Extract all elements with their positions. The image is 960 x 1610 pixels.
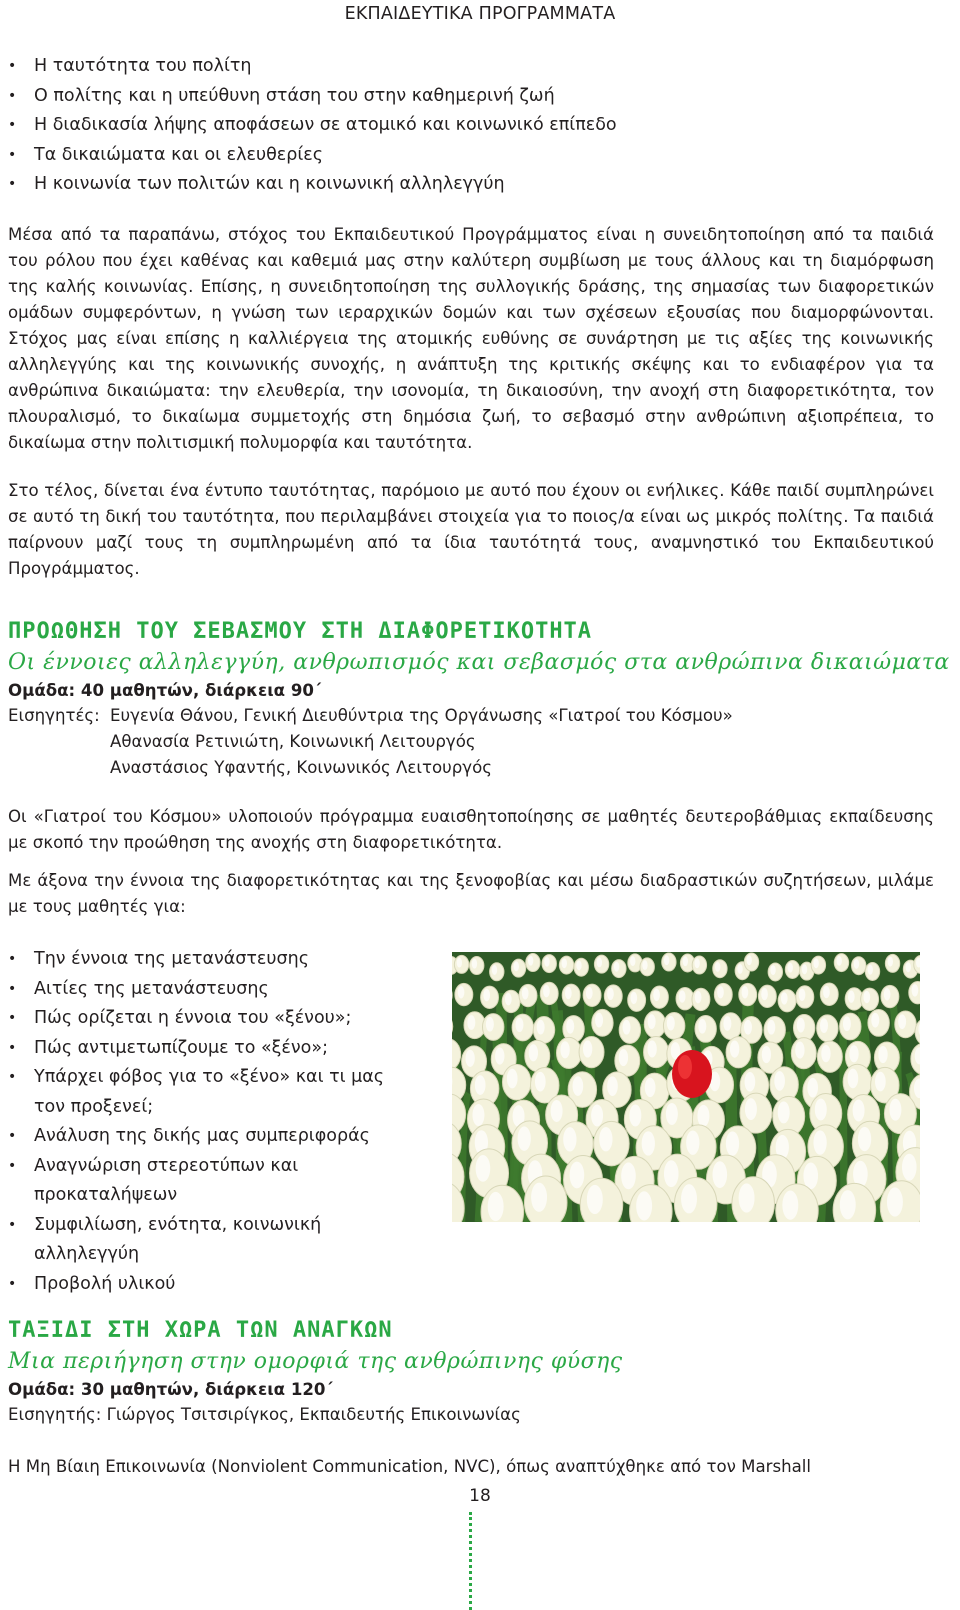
list-item: • Αιτίες της μετανάστευσης xyxy=(8,978,269,999)
section1-title: ΠΡΟΩΘΗΣΗ ΤΟΥ ΣΕΒΑΣΜΟΥ ΣΤΗ ΔΙΑΦΟΡΕΤΙΚΟΤΗΤΑ xyxy=(8,619,593,644)
running-header: ΕΚΠΑΙΔΕΥΤΙΚΑ ΠΡΟΓΡΑΜΜΑΤΑ xyxy=(344,4,616,24)
section1-speaker: Ευγενία Θάνου, Γενική Διευθύντρια της Οργάνωσης «Γιατροί του Κόσμου» xyxy=(110,706,733,725)
list-item: • Πώς αντιμετωπίζουμε το «ξένο»; xyxy=(8,1037,328,1058)
section1-speakers-label: Εισηγητές: xyxy=(8,706,100,725)
page-number: 18 xyxy=(469,1486,491,1506)
section1-paragraph-program: Οι «Γιατροί του Κόσμου» υλοποιούν πρόγραμμα ευαισθητοποίησης σε μαθητές δευτεροβάθμιας εκπαίδευσης με σκοπό την προώθηση της ανοχής στη διαφορετικότητα. xyxy=(8,807,934,852)
list-item: • Η ταυτότητα του πολίτη xyxy=(8,56,252,76)
section1-bullet-list xyxy=(8,945,418,1299)
section1-paragraph-topics: Με άξονα την έννοια της διαφορετικότητας και της ξενοφοβίας και μέσω διαδραστικών συζητήσεων, μιλάμε με τους μαθητές για: xyxy=(8,871,934,916)
tulip-field-photo xyxy=(452,952,920,1222)
list-item: • Προβολή υλικού xyxy=(8,1273,176,1294)
section2-group-info: Ομάδα: 30 μαθητών, διάρκεια 120΄ xyxy=(8,1380,333,1399)
list-item: • Την έννοια της μετανάστευσης xyxy=(8,949,309,969)
dotted-divider xyxy=(469,1512,472,1610)
section2-subtitle: Μια περιήγηση στην ομορφιά της ανθρώπινης φύσης xyxy=(8,1349,623,1374)
intro-paragraph-goals: Μέσα από τα παραπάνω, στόχος του Εκπαιδευτικού Προγράμματος είναι η συνειδητοποίηση από τα παιδιά του ρόλου που έχει καθένας και καθεμιά μας στην καλύτερη συμβίωση με τους άλλους και τη διαμόρφωση της καλής κοινωνίας. Επίσης, η συνειδητοποίηση της συλλογικής δράσης, της σημασίας των διαφορετικών ομάδων συμφερόντων, η γνώση των ιεραρχικών δομών και των σχέσεων εξουσίας που διαμορφώνονται. Στόχος μας είναι επίσης η καλλιέργεια της ατομικής ευθύνης σε συνάρτηση με τις αξίες της κοινωνικής αλληλεγγύης και της κοινωνικής συνοχής, η ανάπτυξη της κριτικής σκέψης και το ενδιαφέρον για τα ανθρώπινα δικαιώματα: την ελευθερία, την ισονομία, τη δικαιοσύνη, την ανοχή στη διαφορετικότητα, τον πλουραλισμό, το δικαίωμα συμμετοχής στη δημόσια ζωή, το σεβασμό στην ανθρώπινη αξιοπρέπεια, το δικαίωμα στην πολιτισμική πολυμορφία και ταυτότητα. xyxy=(8,225,934,452)
section1-speaker: Αναστάσιος Υφαντής, Κοινωνικός Λειτουργός xyxy=(110,758,492,777)
list-item: • Ανάλυση της δικής μας συμπεριφοράς xyxy=(8,1126,370,1146)
intro-paragraph-id-form: Στο τέλος, δίνεται ένα έντυπο ταυτότητας, παρόμοιο με αυτό που έχουν οι ενήλικες. Κάθε παιδί συμπληρώνει σε αυτό τη δική του ταυτότητα, που περιλαμβάνει στοιχεία για το ποιος/α είναι ως μικρός πολίτης. Τα παιδιά παίρνουν μαζί τους τη συμπληρωμένη από τα ίδια ταυτότητά τους, αναμνηστικό του Εκπαιδευτικού Προγράμματος. xyxy=(8,481,934,578)
section2-title: ΤΑΞΙΔΙ ΣΤΗ ΧΩΡΑ ΤΩΝ ΑΝΑΓΚΩΝ xyxy=(8,1318,393,1343)
list-item: • Πώς ορίζεται η έννοια του «ξένου»; xyxy=(8,1008,352,1028)
section2-paragraph-nvc: Η Μη Βίαιη Επικοινωνία (Nonviolent Communication, NVC), όπως αναπτύχθηκε από τον Marshall xyxy=(8,1457,812,1476)
list-item: • Συμφιλίωση, ενότητα, κοινωνική αλληλεγγύη xyxy=(8,1214,322,1264)
list-item: • Υπάρχει φόβος για το «ξένο» και τι μας τον προξενεί; xyxy=(8,1067,385,1117)
list-item: • Ο πολίτης και η υπεύθυνη στάση του στην καθημερινή ζωή xyxy=(8,85,555,106)
section1-subtitle: Οι έννοιες αλληλεγγύη, ανθρωπισμός και σεβασμός στα ανθρώπινα δικαιώματα xyxy=(8,650,950,675)
section2-speaker: Εισηγητής: Γιώργος Τσιτσιρίγκος, Εκπαιδευτής Επικοινωνίας xyxy=(8,1405,521,1424)
list-item: • Αναγνώριση στερεοτύπων και προκαταλήψεων xyxy=(8,1155,299,1205)
section1-speaker: Αθανασία Ρετινιώτη, Κοινωνική Λειτουργός xyxy=(110,732,476,751)
section1-group-info: Ομάδα: 40 μαθητών, διάρκεια 90΄ xyxy=(8,681,322,700)
list-item: • Η διαδικασία λήψης αποφάσεων σε ατομικό και κοινωνικό επίπεδο xyxy=(8,115,617,135)
list-item: • Τα δικαιώματα και οι ελευθερίες xyxy=(8,144,323,165)
list-item: • Η κοινωνία των πολιτών και η κοινωνική αλληλεγγύη xyxy=(8,174,505,194)
tulip-field-illustration xyxy=(452,952,920,1222)
intro-bullet-list xyxy=(8,52,617,200)
